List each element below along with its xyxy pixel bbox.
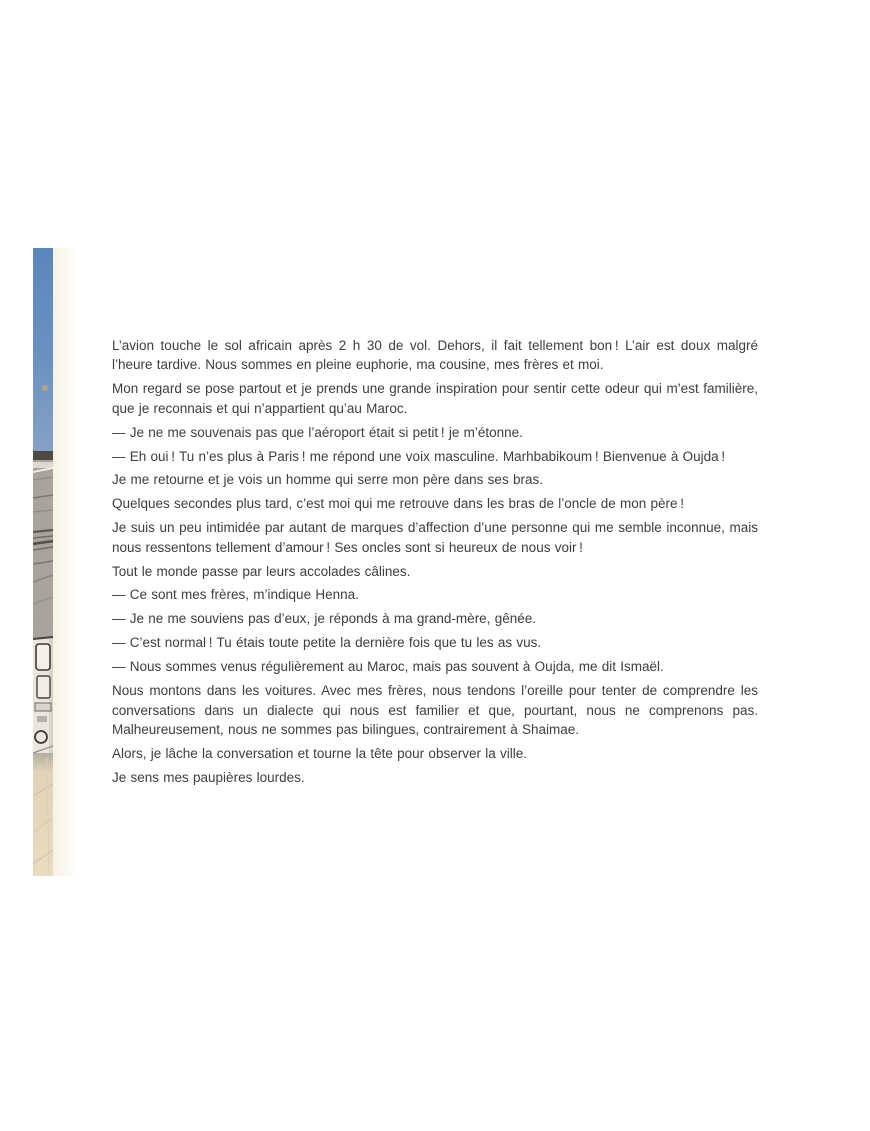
- story-paragraph: Mon regard se pose partout et je prends une grande inspiration pour sentir cette odeur qui m’est familière, que je reconnais et qui n’appartient qu’au Maroc.: [112, 381, 758, 416]
- page-edge-illustration: [33, 248, 53, 876]
- story-paragraph: Je sens mes paupières lourdes.: [112, 769, 305, 785]
- watercolor-strip-graphic: [33, 248, 53, 876]
- story-paragraph: — Je ne me souviens pas d’eux, je réponds à ma grand-mère, gênée.: [112, 611, 536, 627]
- page-edge-fade: [53, 248, 79, 876]
- story-paragraph: — Nous sommes venus régulièrement au Maroc, mais pas souvent à Oujda, me dit Ismaël.: [112, 659, 664, 675]
- story-text: [112, 336, 758, 792]
- story-paragraph: Je me retourne et je vois un homme qui serre mon père dans ses bras.: [112, 472, 543, 488]
- story-paragraph: — Je ne me souvenais pas que l’aéroport était si petit ! je m’étonne.: [112, 424, 523, 440]
- story-paragraph: L’avion touche le sol africain après 2 h 30 de vol. Dehors, il fait tellement bon ! L’air est doux malgré l’heure tardive. Nous sommes en pleine euphorie, ma cousine, mes frères et moi.: [112, 338, 758, 373]
- story-paragraph: Alors, je lâche la conversation et tourne la tête pour observer la ville.: [112, 745, 527, 761]
- story-paragraph: Je suis un peu intimidée par autant de marques d’affection d’une personne qui me semble inconnue, mais nous ressentons tellement d’amour ! Ses oncles sont si heureux de nous voir !: [112, 520, 758, 555]
- story-paragraph: Quelques secondes plus tard, c’est moi qui me retrouve dans les bras de l’oncle de mon père !: [112, 496, 685, 512]
- story-paragraph: — C’est normal ! Tu étais toute petite la dernière fois que tu les as vus.: [112, 635, 542, 651]
- story-paragraph: — Ce sont mes frères, m’indique Henna.: [112, 587, 359, 603]
- story-paragraph: Nous montons dans les voitures. Avec mes frères, nous tendons l’oreille pour tenter de comprendre les conversations dans un dialecte qui nous est familier et que, pourtant, nous ne comprenons pas. Malheureusement, nous ne sommes pas bilingues, contrairement à Shaimae.: [112, 683, 758, 737]
- story-paragraph: Tout le monde passe par leurs accolades câlines.: [112, 563, 411, 579]
- story-paragraph: — Eh oui ! Tu n’es plus à Paris ! me répond une voix masculine. Marhbabikoum ! Bienvenue à Oujda !: [112, 448, 726, 464]
